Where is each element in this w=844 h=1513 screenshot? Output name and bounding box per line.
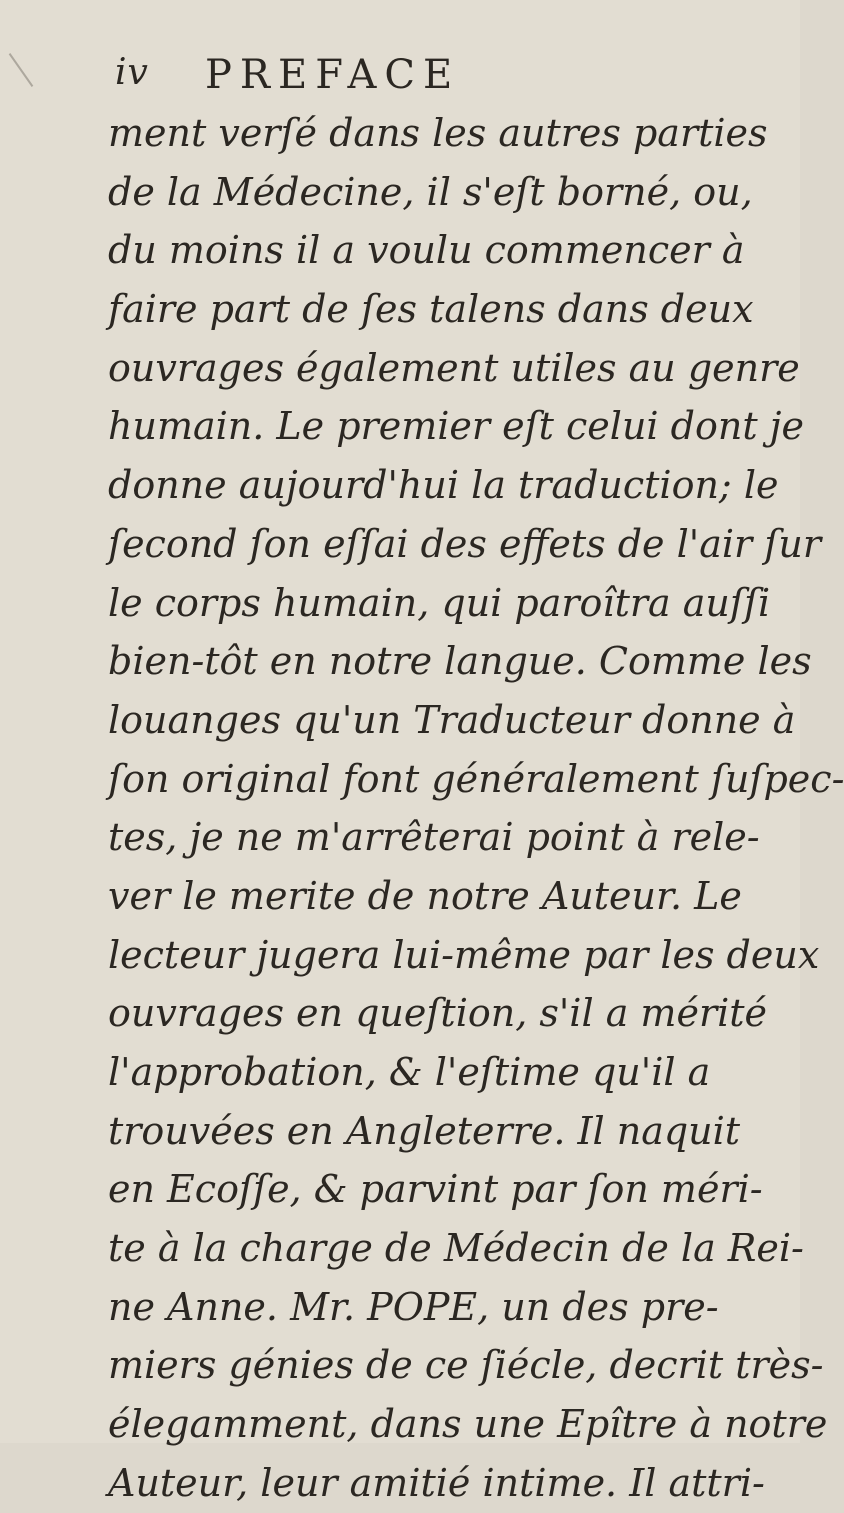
text-line: bien-tôt en notre langue. Comme les <box>108 639 812 684</box>
body-text <box>108 104 844 1513</box>
text-line: louanges qu'un Traducteur donne à <box>108 697 796 742</box>
text-line: Auteur, leur amitié intime. Il attri- <box>108 1460 765 1505</box>
text-line: miers génies de ce ſiécle, decrit très- <box>108 1343 824 1388</box>
text-line: tes, je ne m'arrêterai point à rele- <box>108 815 760 860</box>
text-line: l'approbation, & l'eſtime qu'il a <box>108 1050 711 1094</box>
text-line: ouvrages également utiles au genre <box>108 345 800 390</box>
text-line: ouvrages en queſtion, s'il a mérité <box>108 991 768 1036</box>
text-line: humain. Le premier eſt celui dont je <box>108 404 804 449</box>
text-line: élegamment, dans une Epître à notre <box>108 1402 828 1447</box>
text-line: donne aujourd'hui la traduction; le <box>108 463 779 508</box>
text-line: ver le merite de notre Auteur. Le <box>108 873 742 918</box>
text-line: du moins il a voulu commencer à <box>108 228 745 273</box>
running-head: PREFACE <box>205 52 461 98</box>
text-line: lecteur jugera lui-même par les deux <box>108 932 820 977</box>
text-line: ment verſé dans les autres parties <box>108 111 768 155</box>
page-number: iv <box>115 52 149 93</box>
text-line: trouvées en Angleterre. Il naquit <box>108 1108 741 1153</box>
page-edge-mark <box>9 53 34 87</box>
text-line: ne Anne. Mr. POPE, un des pre- <box>108 1284 719 1329</box>
text-line: ſon original font généralement ſuſpec- <box>108 756 844 801</box>
page-header <box>115 52 675 102</box>
text-line: le corps humain, qui paroîtra auſſi <box>108 580 771 625</box>
text-line: te à la charge de Médecin de la Rei- <box>108 1226 804 1271</box>
text-line: ſecond ſon eſſai des effets de l'air ſur <box>108 521 821 566</box>
text-line: de la Médecine, il s'eſt borné, ou, <box>108 169 753 214</box>
text-line: faire part de ſes talens dans deux <box>108 287 754 332</box>
text-line: en Ecoſſe, & parvint par ſon méri- <box>108 1167 763 1212</box>
